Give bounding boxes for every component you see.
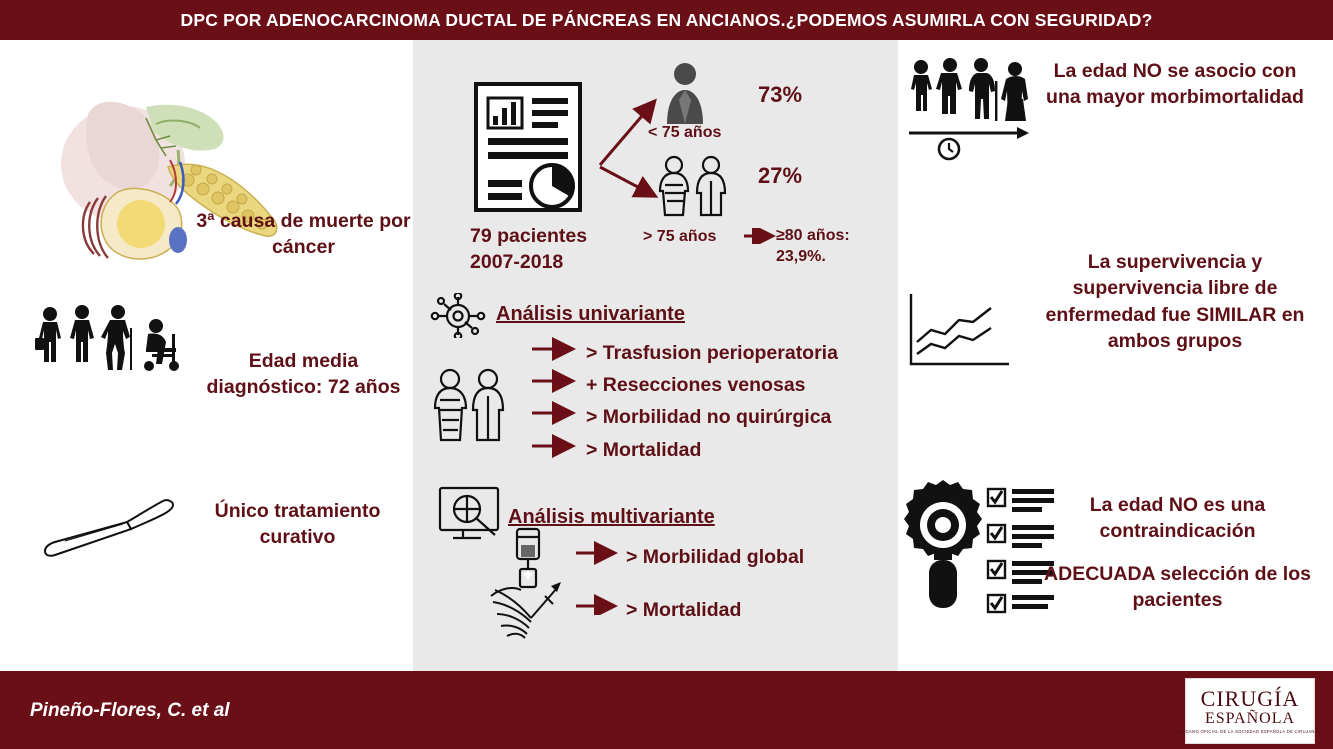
age-80-line-2: 23,9%. [776,247,826,265]
left-caption-2: Edad media diagnóstico: 72 años [206,350,401,399]
report-document-icon [470,80,590,215]
monitor-analysis-icon [437,485,507,545]
logo-line-3: ÓRGANO OFICIAL DE LA SOCIEDAD ESPAÑOLA DE CIRUJANOS [1178,729,1322,735]
target-analysis-icon [428,293,488,338]
multivariate-item-2: > Mortalidad [626,599,742,621]
elderly-people-silhouettes-icon [30,300,190,380]
right-caption-2: La supervivencia y supervivencia libre de enfermedad fue SIMILAR en ambos grupos [1045,251,1305,352]
univariate-item-3: > Morbilidad no quirúrgica [586,406,832,428]
left-caption-1: 3ª causa de muerte por cáncer [196,210,411,259]
journal-logo [1178,678,1322,744]
age-80-label [776,226,850,268]
logo-line-1: CIRUGÍA [1200,685,1300,711]
page-title: DPC POR ADENOCARCINOMA DUCTAL DE PÁNCREAS EN ANCIANOS.¿PODEMOS ASUMIRLA CON SEGURIDAD? [180,9,1153,30]
age-lt-75-label: < 75 años [648,124,722,141]
multivariate-arrows [574,540,624,615]
percent-gt-75: 27% [758,163,803,188]
age-80-line-1: ≥80 años: [776,227,850,244]
percent-lt-75: 73% [758,82,803,107]
multivariate-item-1: > Morbilidad global [626,546,805,568]
nerve-dissection-icon [487,578,567,643]
businessman-icon [655,60,715,125]
header-bar [0,0,1333,40]
univariate-item-4: > Mortalidad [586,439,702,461]
patient-couple-icon [430,368,510,443]
arrow-to-80 [744,228,778,244]
univariate-title: Análisis univariante [496,303,685,325]
univariate-item-2: + Resecciones venosas [586,374,806,396]
univariate-item-1: > Trasfusion perioperatoria [586,342,838,364]
left-caption-3: Único tratamiento curativo [214,500,381,549]
multivariate-title: Análisis multivariante [508,506,715,528]
univariate-arrows [530,335,584,460]
people-group-timeline-icon [905,55,1030,165]
patients-line-2: 2007-2018 [470,251,564,274]
right-caption-4: ADECUADA selección de los pacientes [1044,563,1311,612]
author-label: Pineño-Flores, C. et al [30,700,230,721]
elderly-couple-icon [655,155,733,217]
scalpel-icon [35,485,185,565]
patients-line-1: 79 pacientes [470,225,588,247]
survival-curve-chart-icon [905,290,1015,370]
right-caption-1: La edad NO se asocio con una mayor morbimortalidad [1046,60,1304,109]
right-caption-3: La edad NO es una contraindicación [1089,494,1266,543]
gear-magnifier-icon [903,478,983,613]
age-gt-75-label: > 75 años [643,228,717,245]
logo-line-2: ESPAÑOLA [1204,709,1296,727]
